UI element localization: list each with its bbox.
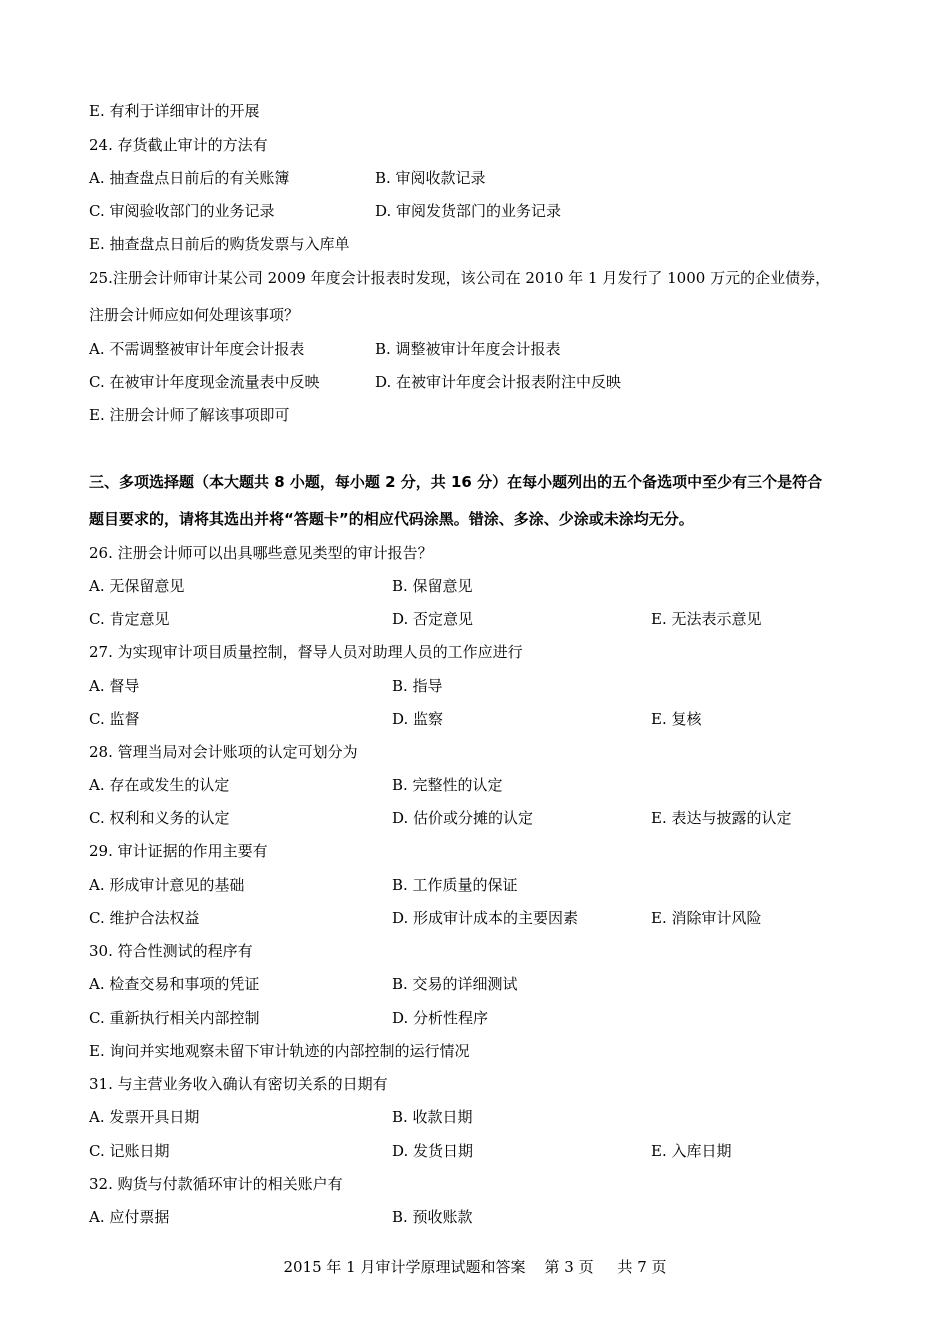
q30-option-b: B. 交易的详细测试 [392,975,518,993]
q31-option-a: A. 发票开具日期 [89,1108,200,1126]
q27-option-c: C. 监督 [89,710,140,728]
q28-option-d: D. 估价或分摊的认定 [392,809,534,827]
q27-option-e: E. 复核 [651,710,702,728]
q28-option-b: B. 完整性的认定 [392,776,503,794]
q30-option-a: A. 检查交易和事项的凭证 [89,975,260,993]
q26-option-b: B. 保留意见 [392,577,473,595]
q25-option-b: B. 调整被审计年度会计报表 [375,340,561,358]
q31-option-d: D. 发货日期 [392,1142,474,1160]
q26-option-a: A. 无保留意见 [89,577,185,595]
q26-option-d: D. 否定意见 [392,610,474,628]
q30-option-c: C. 重新执行相关内部控制 [89,1009,260,1027]
q30-option-e: E. 询问并实地观察未留下审计轨迹的内部控制的运行情况 [89,1042,470,1060]
section-title-line2: 题目要求的，请将其选出并将“答题卡”的相应代码涂黑。错涂、多涂、少涂或未涂均无分。 [89,510,694,528]
q25-stem-line1: 25.注册会计师审计某公司 2009 年度会计报表时发现，该公司在 2010 年 1 月发行了 1000 万元的企业债券， [89,269,831,287]
q23-option-e: E. 有利于详细审计的开展 [89,102,260,120]
q24-option-b: B. 审阅收款记录 [375,169,486,187]
q24-option-c: C. 审阅验收部门的业务记录 [89,202,275,220]
q29-option-c: C. 维护合法权益 [89,909,200,927]
q28-option-e: E. 表达与披露的认定 [651,809,792,827]
section-title-line1: 三、多项选择题（本大题共 8 小题，每小题 2 分，共 16 分）在每小题列出的五个备选项中至少有三个是符合 [89,473,823,491]
q31-stem: 31. 与主营业务收入确认有密切关系的日期有 [89,1075,388,1093]
q27-option-b: B. 指导 [392,677,443,695]
q25-option-a: A. 不需调整被审计年度会计报表 [89,340,305,358]
q24-option-e: E. 抽查盘点日前后的购货发票与入库单 [89,235,350,253]
q29-option-e: E. 消除审计风险 [651,909,762,927]
q29-option-b: B. 工作质量的保证 [392,876,518,894]
q25-stem-line2: 注册会计师应如何处理该事项？ [89,306,300,324]
q27-stem: 27. 为实现审计项目质量控制，督导人员对助理人员的工作应进行 [89,643,523,661]
q26-stem: 26. 注册会计师可以出具哪些意见类型的审计报告？ [89,544,433,562]
q31-option-b: B. 收款日期 [392,1108,473,1126]
q27-option-d: D. 监察 [392,710,444,728]
q24-option-a: A. 抽查盘点日前后的有关账簿 [89,169,290,187]
q32-stem: 32. 购货与付款循环审计的相关账户有 [89,1175,343,1193]
q28-option-c: C. 权利和义务的认定 [89,809,230,827]
q30-stem: 30. 符合性测试的程序有 [89,942,253,960]
q25-option-c: C. 在被审计年度现金流量表中反映 [89,373,320,391]
q29-stem: 29. 审计证据的作用主要有 [89,842,268,860]
q26-option-e: E. 无法表示意见 [651,610,762,628]
q31-option-c: C. 记账日期 [89,1142,170,1160]
q26-option-c: C. 肯定意见 [89,610,170,628]
q28-stem: 28. 管理当局对会计账项的认定可划分为 [89,743,358,761]
q31-option-e: E. 入库日期 [651,1142,732,1160]
page-footer: 2015 年 1 月审计学原理试题和答案 第 3 页 共 7 页 [283,1258,667,1276]
q29-option-a: A. 形成审计意见的基础 [89,876,245,894]
q25-option-e: E. 注册会计师了解该事项即可 [89,406,290,424]
q24-option-d: D. 审阅发货部门的业务记录 [375,202,562,220]
q24-stem: 24. 存货截止审计的方法有 [89,136,268,154]
q28-option-a: A. 存在或发生的认定 [89,776,230,794]
q25-option-d: D. 在被审计年度会计报表附注中反映 [375,373,622,391]
q27-option-a: A. 督导 [89,677,140,695]
q30-option-d: D. 分析性程序 [392,1009,489,1027]
q29-option-d: D. 形成审计成本的主要因素 [392,909,579,927]
q32-option-b: B. 预收账款 [392,1208,473,1226]
q32-option-a: A. 应付票据 [89,1208,170,1226]
